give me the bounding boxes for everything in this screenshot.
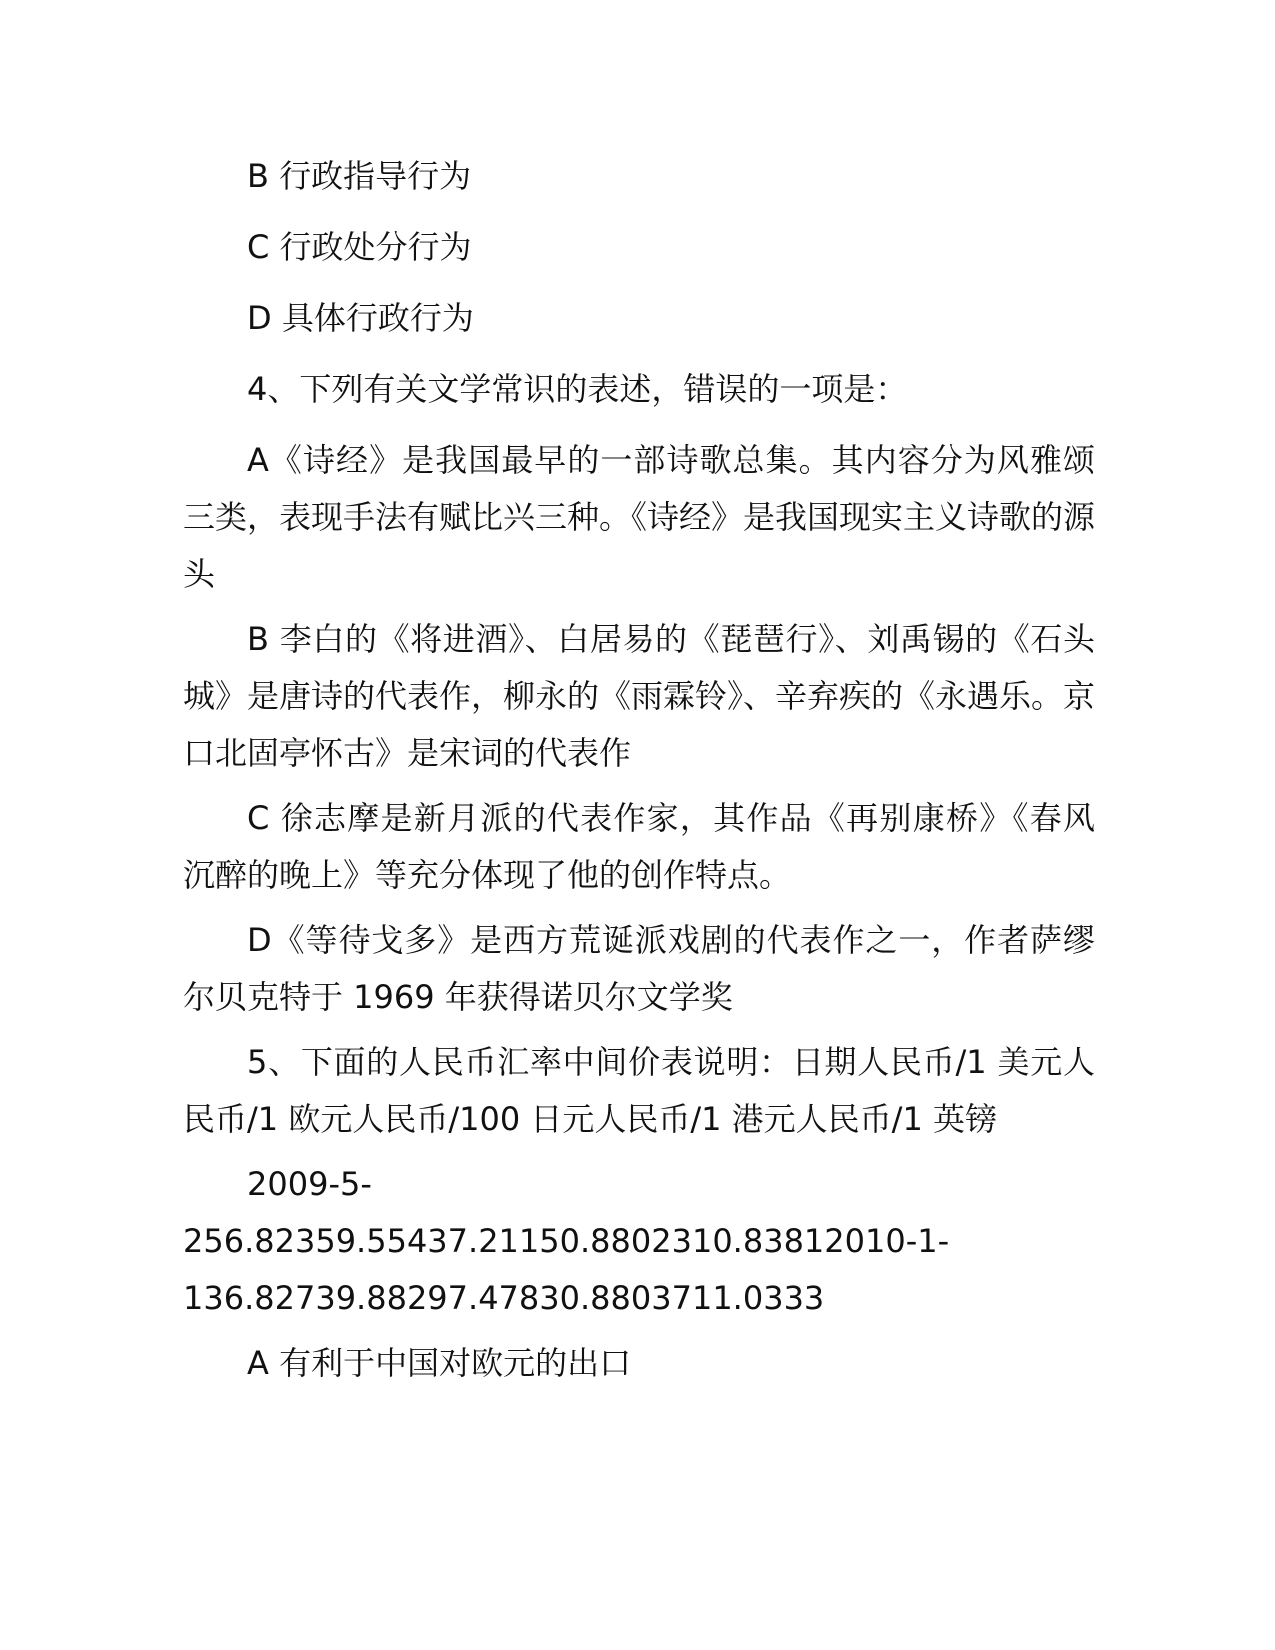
option-d-prev: D 具体行政行为 — [247, 299, 474, 337]
exchange-rate-line-2: 256.82359.55437.21150.8802310.83812010-1- — [183, 1222, 950, 1260]
option-b-prev: B 行政指导行为 — [247, 157, 472, 195]
question-4-stem: 4、下列有关文学常识的表述，错误的一项是： — [247, 370, 908, 408]
exchange-rate-line-3: 136.82739.88297.47830.8803711.0333 — [183, 1279, 825, 1317]
exchange-rate-data — [183, 1156, 1095, 1327]
question-4-option-a: A《诗经》是我国最早的一部诗歌总集。其内容分为风雅颂三类，表现手法有赋比兴三种。《诗经》是我国现实主义诗歌的源头 — [183, 441, 1096, 593]
question-5-stem: 5、下面的人民币汇率中间价表说明：日期人民币/1 美元人民币/1 欧元人民币/100 日元人民币/1 港元人民币/1 英镑 — [183, 1043, 1095, 1138]
question-4-option-c: C 徐志摩是新月派的代表作家，其作品《再别康桥》《春风沉醉的晚上》等充分体现了他的创作特点。 — [183, 799, 1095, 894]
question-4-option-b: B 李白的《将进酒》、白居易的《琵琶行》、刘禹锡的《石头城》是唐诗的代表作，柳永的《雨霖铃》、辛弃疾的《永遇乐。京口北固亭怀古》是宋词的代表作 — [183, 620, 1096, 772]
exchange-rate-line-1: 2009-5- — [247, 1165, 372, 1203]
question-4-option-d: D《等待戈多》是西方荒诞派戏剧的代表作之一，作者萨缪尔贝克特于 1969 年获得诺贝尔文学奖 — [183, 921, 1095, 1016]
option-c-prev: C 行政处分行为 — [247, 228, 472, 266]
document-page — [183, 148, 1095, 1406]
question-5-option-a: A 有利于中国对欧元的出口 — [247, 1344, 632, 1382]
